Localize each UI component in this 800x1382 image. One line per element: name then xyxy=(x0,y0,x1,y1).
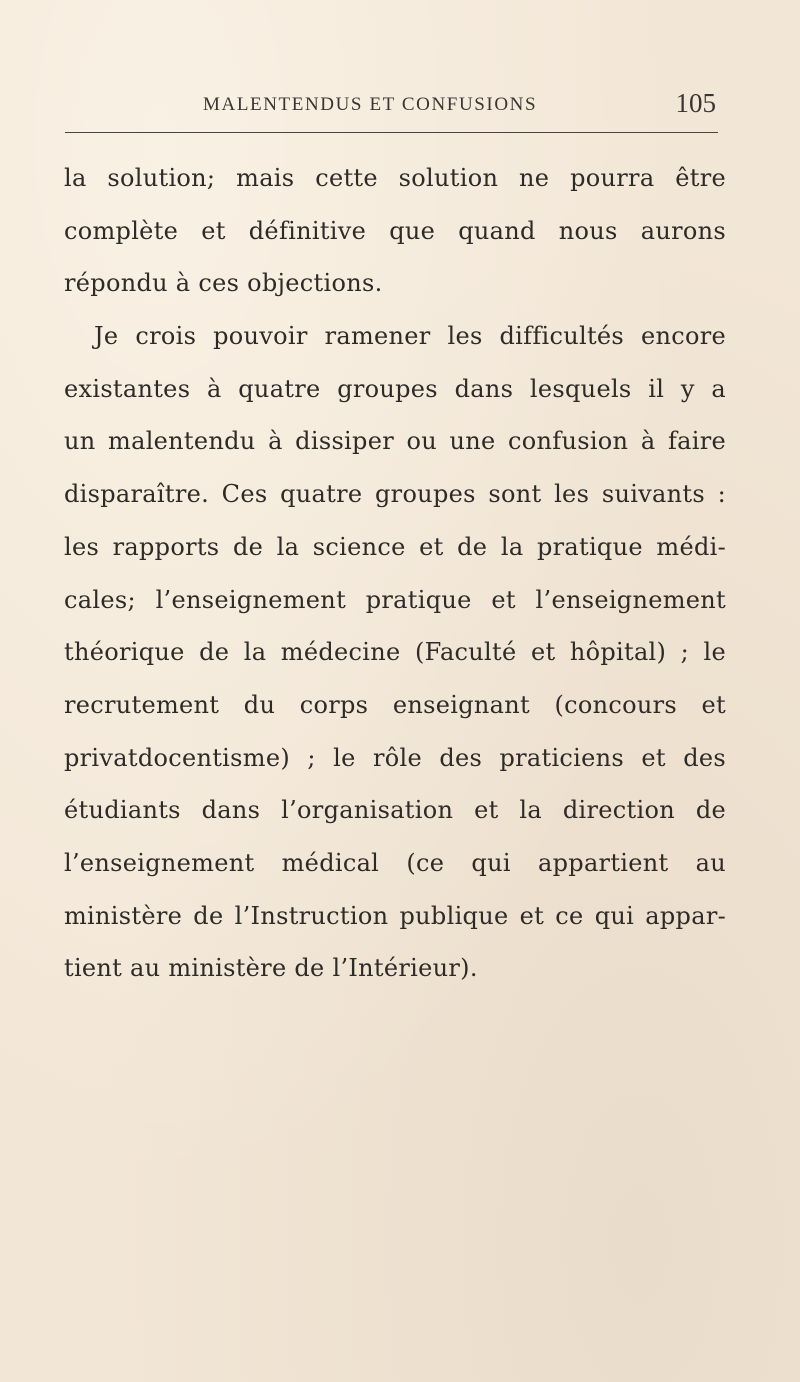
text-line: existantes à quatre groupes dans lesquels il y a xyxy=(64,374,726,403)
page-number: 105 xyxy=(675,88,716,118)
text-line: tient au ministère de l’Intérieur). xyxy=(64,954,478,983)
text-line: la solution; mais cette solution ne pourra être xyxy=(64,164,726,192)
header-rule xyxy=(65,132,718,133)
body-text xyxy=(64,152,726,995)
text-line: Je crois pouvoir ramener les difficultés encore xyxy=(94,322,726,351)
text-line: ministère de l’Instruction publique et ce qui appar- xyxy=(64,901,726,930)
text-line: disparaître. Ces quatre groupes sont les suivants : xyxy=(64,480,726,509)
text-line: l’enseignement médical (ce qui appartient au xyxy=(64,848,726,877)
text-line: complète et définitive que quand nous aurons xyxy=(64,216,726,245)
text-line: étudiants dans l’organisation et la direction de xyxy=(64,796,726,825)
text-line: privatdocentisme) ; le rôle des praticiens et des xyxy=(64,743,726,772)
text-line: théorique de la médecine (Faculté et hôpital) ; le xyxy=(64,638,726,667)
running-head xyxy=(65,88,718,122)
text-line: cales; l’enseignement pratique et l’enseignement xyxy=(64,585,726,614)
text-line: répondu à ces objections. xyxy=(64,269,383,298)
text-line: un malentendu à dissiper ou une confusion à faire xyxy=(64,427,726,456)
text-line: recrutement du corps enseignant (concours et xyxy=(64,690,726,719)
text-line: les rapports de la science et de la pratique médi- xyxy=(64,532,726,561)
running-title: MALENTENDUS ET CONFUSIONS xyxy=(203,94,538,115)
